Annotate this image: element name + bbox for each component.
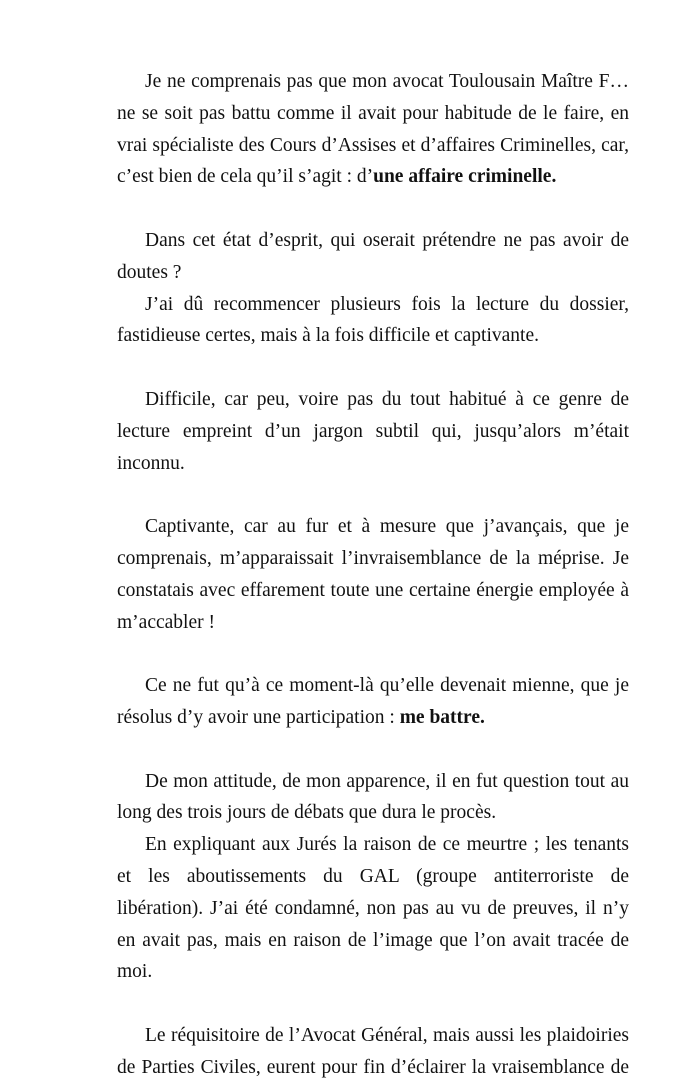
paragraph-me-battre [117,670,629,734]
paragraph-text: J’ai dû recommencer plusieurs fois la lecture du dossier, fastidieuse certes, mais à la fois difficile et captivante. [117,293,629,347]
paragraph-attitude [117,766,629,830]
paragraph-text: Dans cet état d’esprit, qui oserait prétendre ne pas avoir de doutes ? [117,229,629,283]
paragraph-text: Captivante, car au fur et à mesure que j’avançais, que je comprenais, m’apparaissait l’invraisemblance de la méprise. Je constatais avec effarement toute une certaine énergie employée à m’accabler ! [117,516,629,633]
paragraph-jures [117,829,629,988]
bold-emphasis: une affaire criminelle. [373,166,557,188]
paragraph-text: En expliquant aux Jurés la raison de ce meurtre ; les tenants et les aboutissements du GAL (groupe antiterroriste de libération). J’ai été condamné, non pas au vu de preuves, il n’y en avait pas, mais en raison de l’image que l’on avait tracée de moi. [117,834,629,983]
paragraph-requisitoire [117,1020,629,1084]
paragraph-lecture-dossier [117,289,629,353]
paragraph-text: De mon attitude, de mon apparence, il en fut question tout au long des trois jours de débats que dura le procès. [117,770,629,824]
paragraph-text: Difficile, car peu, voire pas du tout habitué à ce genre de lecture empreint d’un jargon subtil qui, jusqu’alors m’était inconnu. [117,388,629,474]
paragraph-text: Je ne comprenais pas que mon avocat Toulousain Maître F… ne se soit pas battu comme il avait pour habitude de le faire, en vrai spécialiste des Cours d’Assises et d’affaires Criminelles, car, c’est bien de cela qu’il s’agit : d’ [117,71,629,188]
paragraph-doutes [117,225,629,289]
paragraph-text: Ce ne fut qu’à ce moment-là qu’elle devenait mienne, que je résolus d’y avoir une participation : [117,675,629,728]
paragraph-avocat [117,66,629,193]
paragraph-captivante [117,511,629,638]
paragraph-difficile [117,384,629,479]
bold-emphasis: me battre. [399,706,485,728]
paragraph-text: Le réquisitoire de l’Avocat Général, mais aussi les plaidoiries de Parties Civiles, eurent pour fin d’éclairer la vraisemblance de [117,1024,629,1078]
